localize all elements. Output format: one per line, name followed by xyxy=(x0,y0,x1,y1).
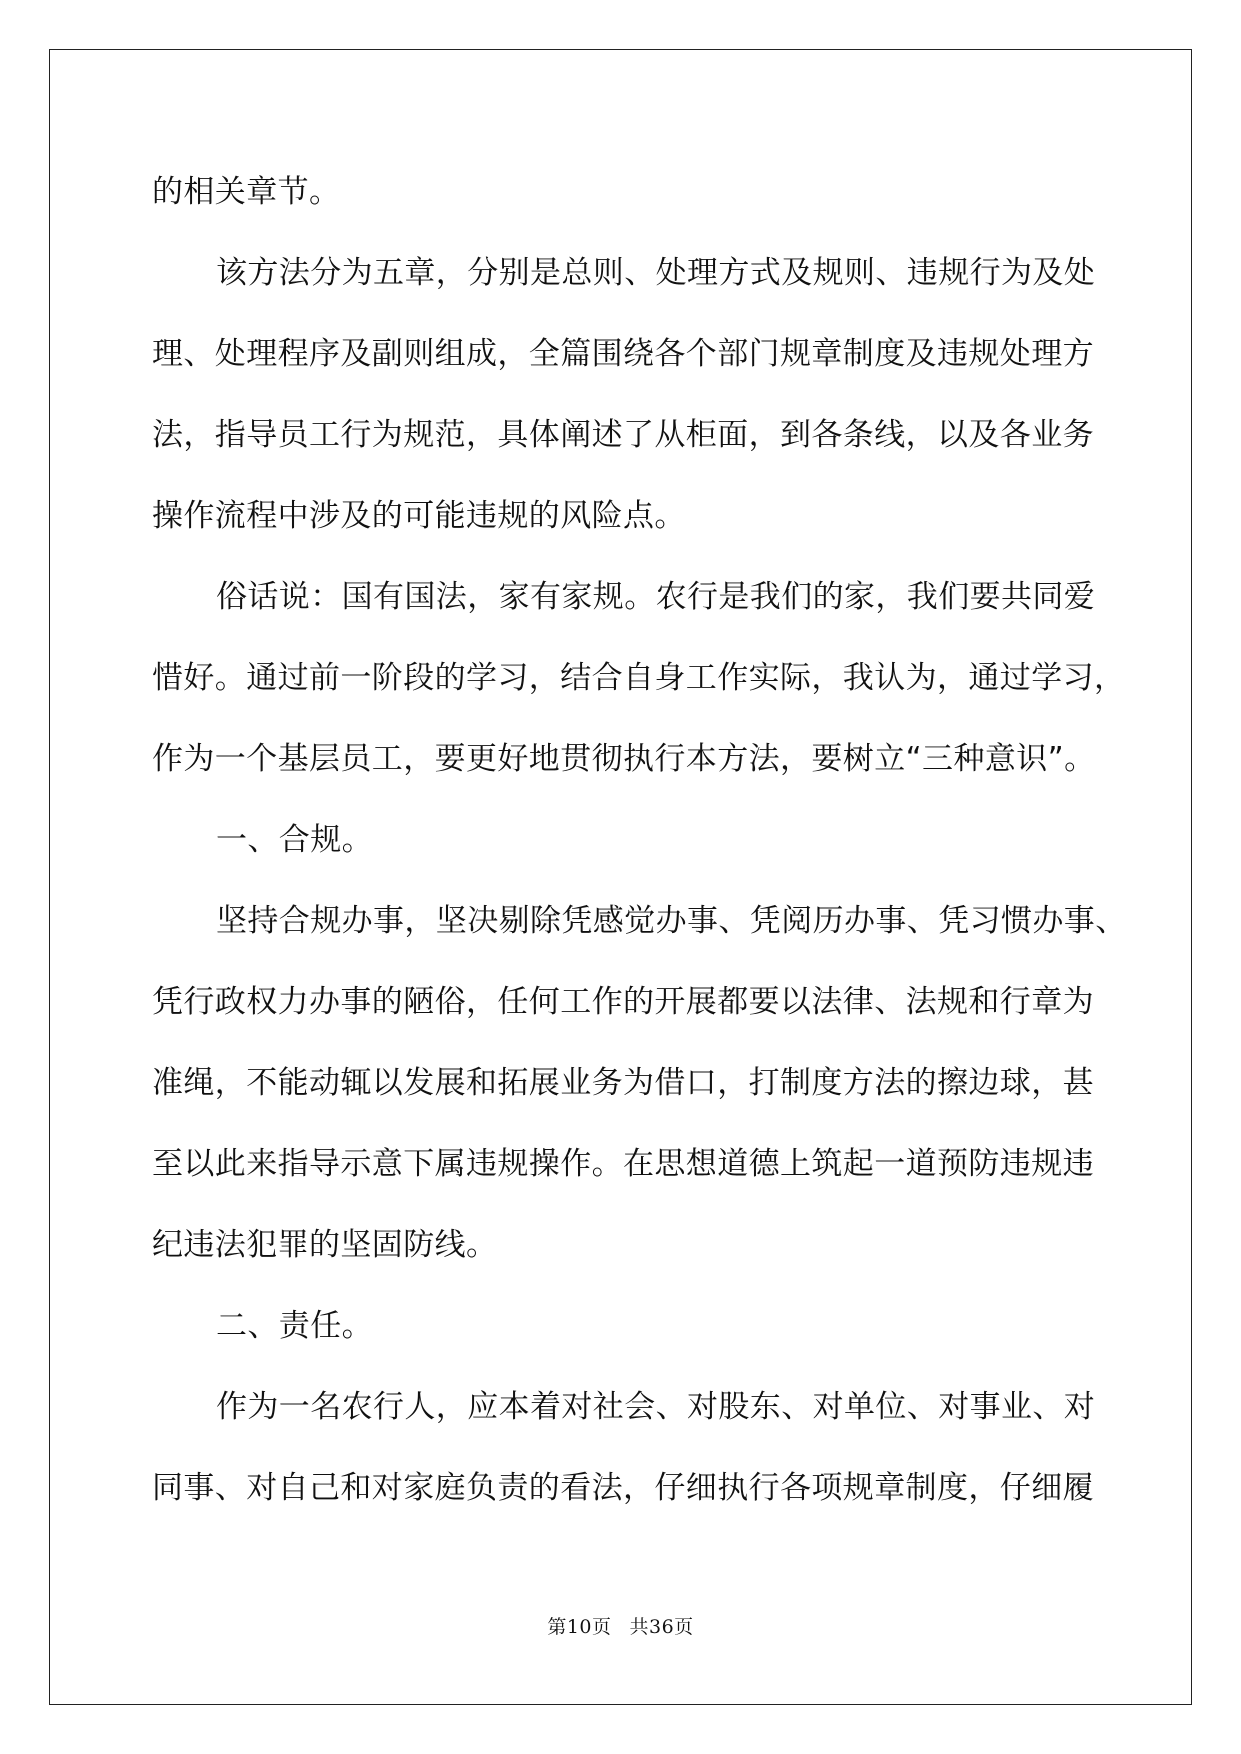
section-heading: 一、合规。 xyxy=(216,822,373,858)
text-line: 作为一个基层员工，要更好地贯彻执行本方法，要树立“三种意识”。 xyxy=(152,741,1096,777)
page-footer xyxy=(0,1612,1241,1639)
text-line: 纪违法犯罪的坚固防线。 xyxy=(152,1227,498,1263)
document-body xyxy=(152,152,1127,1529)
text-line: 作为一名农行人，应本着对社会、对股东、对单位、对事业、对 xyxy=(216,1389,1096,1425)
page-number: 第10页 xyxy=(547,1616,612,1638)
text-line: 理、处理程序及副则组成，全篇围绕各个部门规章制度及违规处理方 xyxy=(152,336,1094,372)
text-line: 俗话说：国有国法，家有家规。农行是我们的家，我们要共同爱 xyxy=(216,579,1096,615)
text-line: 同事、对自己和对家庭负责的看法，仔细执行各项规章制度，仔细履 xyxy=(152,1470,1094,1506)
text-line: 的相关章节。 xyxy=(152,174,341,210)
text-line: 该方法分为五章，分别是总则、处理方式及规则、违规行为及处 xyxy=(216,255,1096,291)
text-line: 惜好。通过前一阶段的学习，结合自身工作实际，我认为，通过学习， xyxy=(152,660,1126,696)
text-line: 操作流程中涉及的可能违规的风险点。 xyxy=(152,498,686,534)
text-line: 凭行政权力办事的陋俗，任何工作的开展都要以法律、法规和行章为 xyxy=(152,984,1094,1020)
page-total: 共36页 xyxy=(629,1616,694,1638)
text-line: 至以此来指导示意下属违规操作。在思想道德上筑起一道预防违规违 xyxy=(152,1146,1094,1182)
text-line: 准绳，不能动辄以发展和拓展业务为借口，打制度方法的擦边球，甚 xyxy=(152,1065,1094,1101)
section-heading: 二、责任。 xyxy=(216,1308,373,1344)
text-line: 坚持合规办事，坚决剔除凭感觉办事、凭阅历办事、凭习惯办事、 xyxy=(216,903,1127,939)
text-line: 法，指导员工行为规范，具体阐述了从柜面，到各条线，以及各业务 xyxy=(152,417,1094,453)
